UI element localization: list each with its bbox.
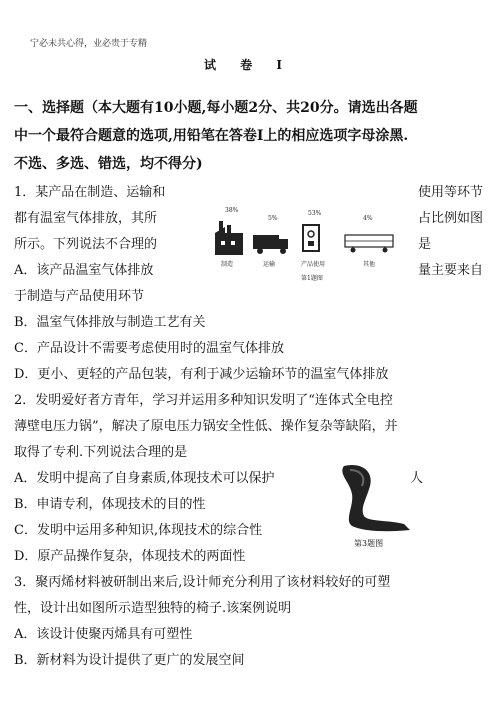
q2-option-c: C．发明中运用多种知识,体现技术的综合性 <box>14 523 263 538</box>
q1-option-a: A．该产品温室气体排放 <box>14 263 154 278</box>
q1-option-b: B．温室气体排放与制造工艺有关 <box>14 315 206 330</box>
q1-line3-right: 是 <box>418 237 432 252</box>
chair-icon <box>330 460 416 536</box>
q2-option-d: D．原产品操作复杂，体现技术的两面性 <box>14 549 246 564</box>
q2-option-a: A．发明中提高了自身素质,体现技术可以保护 <box>14 471 275 486</box>
header-note: 宁必未共心得，业必贵于专精 <box>30 39 148 49</box>
q2-line1: 2．发明爱好者方青年，学习并运用多种知识发明了“连体式全电控 <box>14 393 393 408</box>
page-title: 试 卷 Ⅰ <box>204 58 292 72</box>
q2-line2: 薄壁电压力锅”，解决了原电压力锅安全性低、操作复杂等缺陷，并 <box>14 419 398 434</box>
fig1-label-other: 其他 <box>363 261 376 268</box>
q1-line2-left: 都有温室气体排放，其所 <box>14 211 158 226</box>
q1-option-a-cont: 于制造与产品使用环节 <box>14 289 145 304</box>
fig1-icons <box>203 217 413 257</box>
fig1-percent-manufacturing: 38% <box>225 207 239 214</box>
q1-line1-right: 使用等环节 <box>418 185 484 200</box>
fig1-percent-other: 4% <box>363 215 373 222</box>
q3-option-a: A．该设计使聚丙烯具有可塑性 <box>14 627 193 642</box>
q1-line2-right: 占比例如图 <box>418 211 484 226</box>
trailer-icon <box>345 235 393 253</box>
fig1-label-transport: 运输 <box>263 261 276 268</box>
figure-3 <box>330 460 416 550</box>
q3-line1: 3．聚丙烯材料被研制出来后,设计师充分利用了该材料较好的可塑 <box>14 575 391 590</box>
figure-1 <box>203 205 413 287</box>
q3-option-b: B．新材料为设计提供了更广的发展空间 <box>14 653 245 668</box>
q3-line2: 性，设计出如图所示造型独特的椅子.该案例说明 <box>14 601 292 616</box>
truck-icon <box>253 235 288 254</box>
q1-option-a-right: 量主要来自 <box>418 263 484 278</box>
q1-option-c: C．产品设计不需要考虑使用时的温室气体排放 <box>14 341 284 356</box>
factory-icon <box>215 221 243 255</box>
fig1-label-manufacturing: 制造 <box>221 261 234 268</box>
q2-line3: 取得了专利.下列说法合理的是 <box>14 445 188 460</box>
fig1-percent-transport: 5% <box>268 215 278 222</box>
q2-option-a-right: 人 <box>410 471 424 486</box>
fig3-caption: 第3题图 <box>354 539 384 548</box>
q1-option-d: D．更小、更轻的产品包装，有利于减少运输环节的温室气体排放 <box>14 367 389 382</box>
section-heading-line1: 一、选择题（本大题有10小题,每小题2分、共20分。请选出各题 <box>14 100 418 116</box>
fig1-caption: 第1题图 <box>301 275 323 282</box>
q2-option-b: B．申请专利，体现技术的目的性 <box>14 497 206 512</box>
fig1-percent-use: 53% <box>308 210 322 217</box>
section-heading-line3: 不选、多选、错选，均不得分) <box>14 156 203 172</box>
q1-line1-left: 1．某产品在制造、运输和 <box>14 185 166 200</box>
q1-line3-left: 所示。下列说法不合理的 <box>14 237 158 252</box>
fig1-label-use: 产品使用 <box>301 261 326 268</box>
outlet-icon <box>303 225 319 251</box>
section-heading-line2: 中一个最符合题意的选项,用铅笔在答卷Ⅰ上的相应选项字母涂黑. <box>14 128 409 144</box>
